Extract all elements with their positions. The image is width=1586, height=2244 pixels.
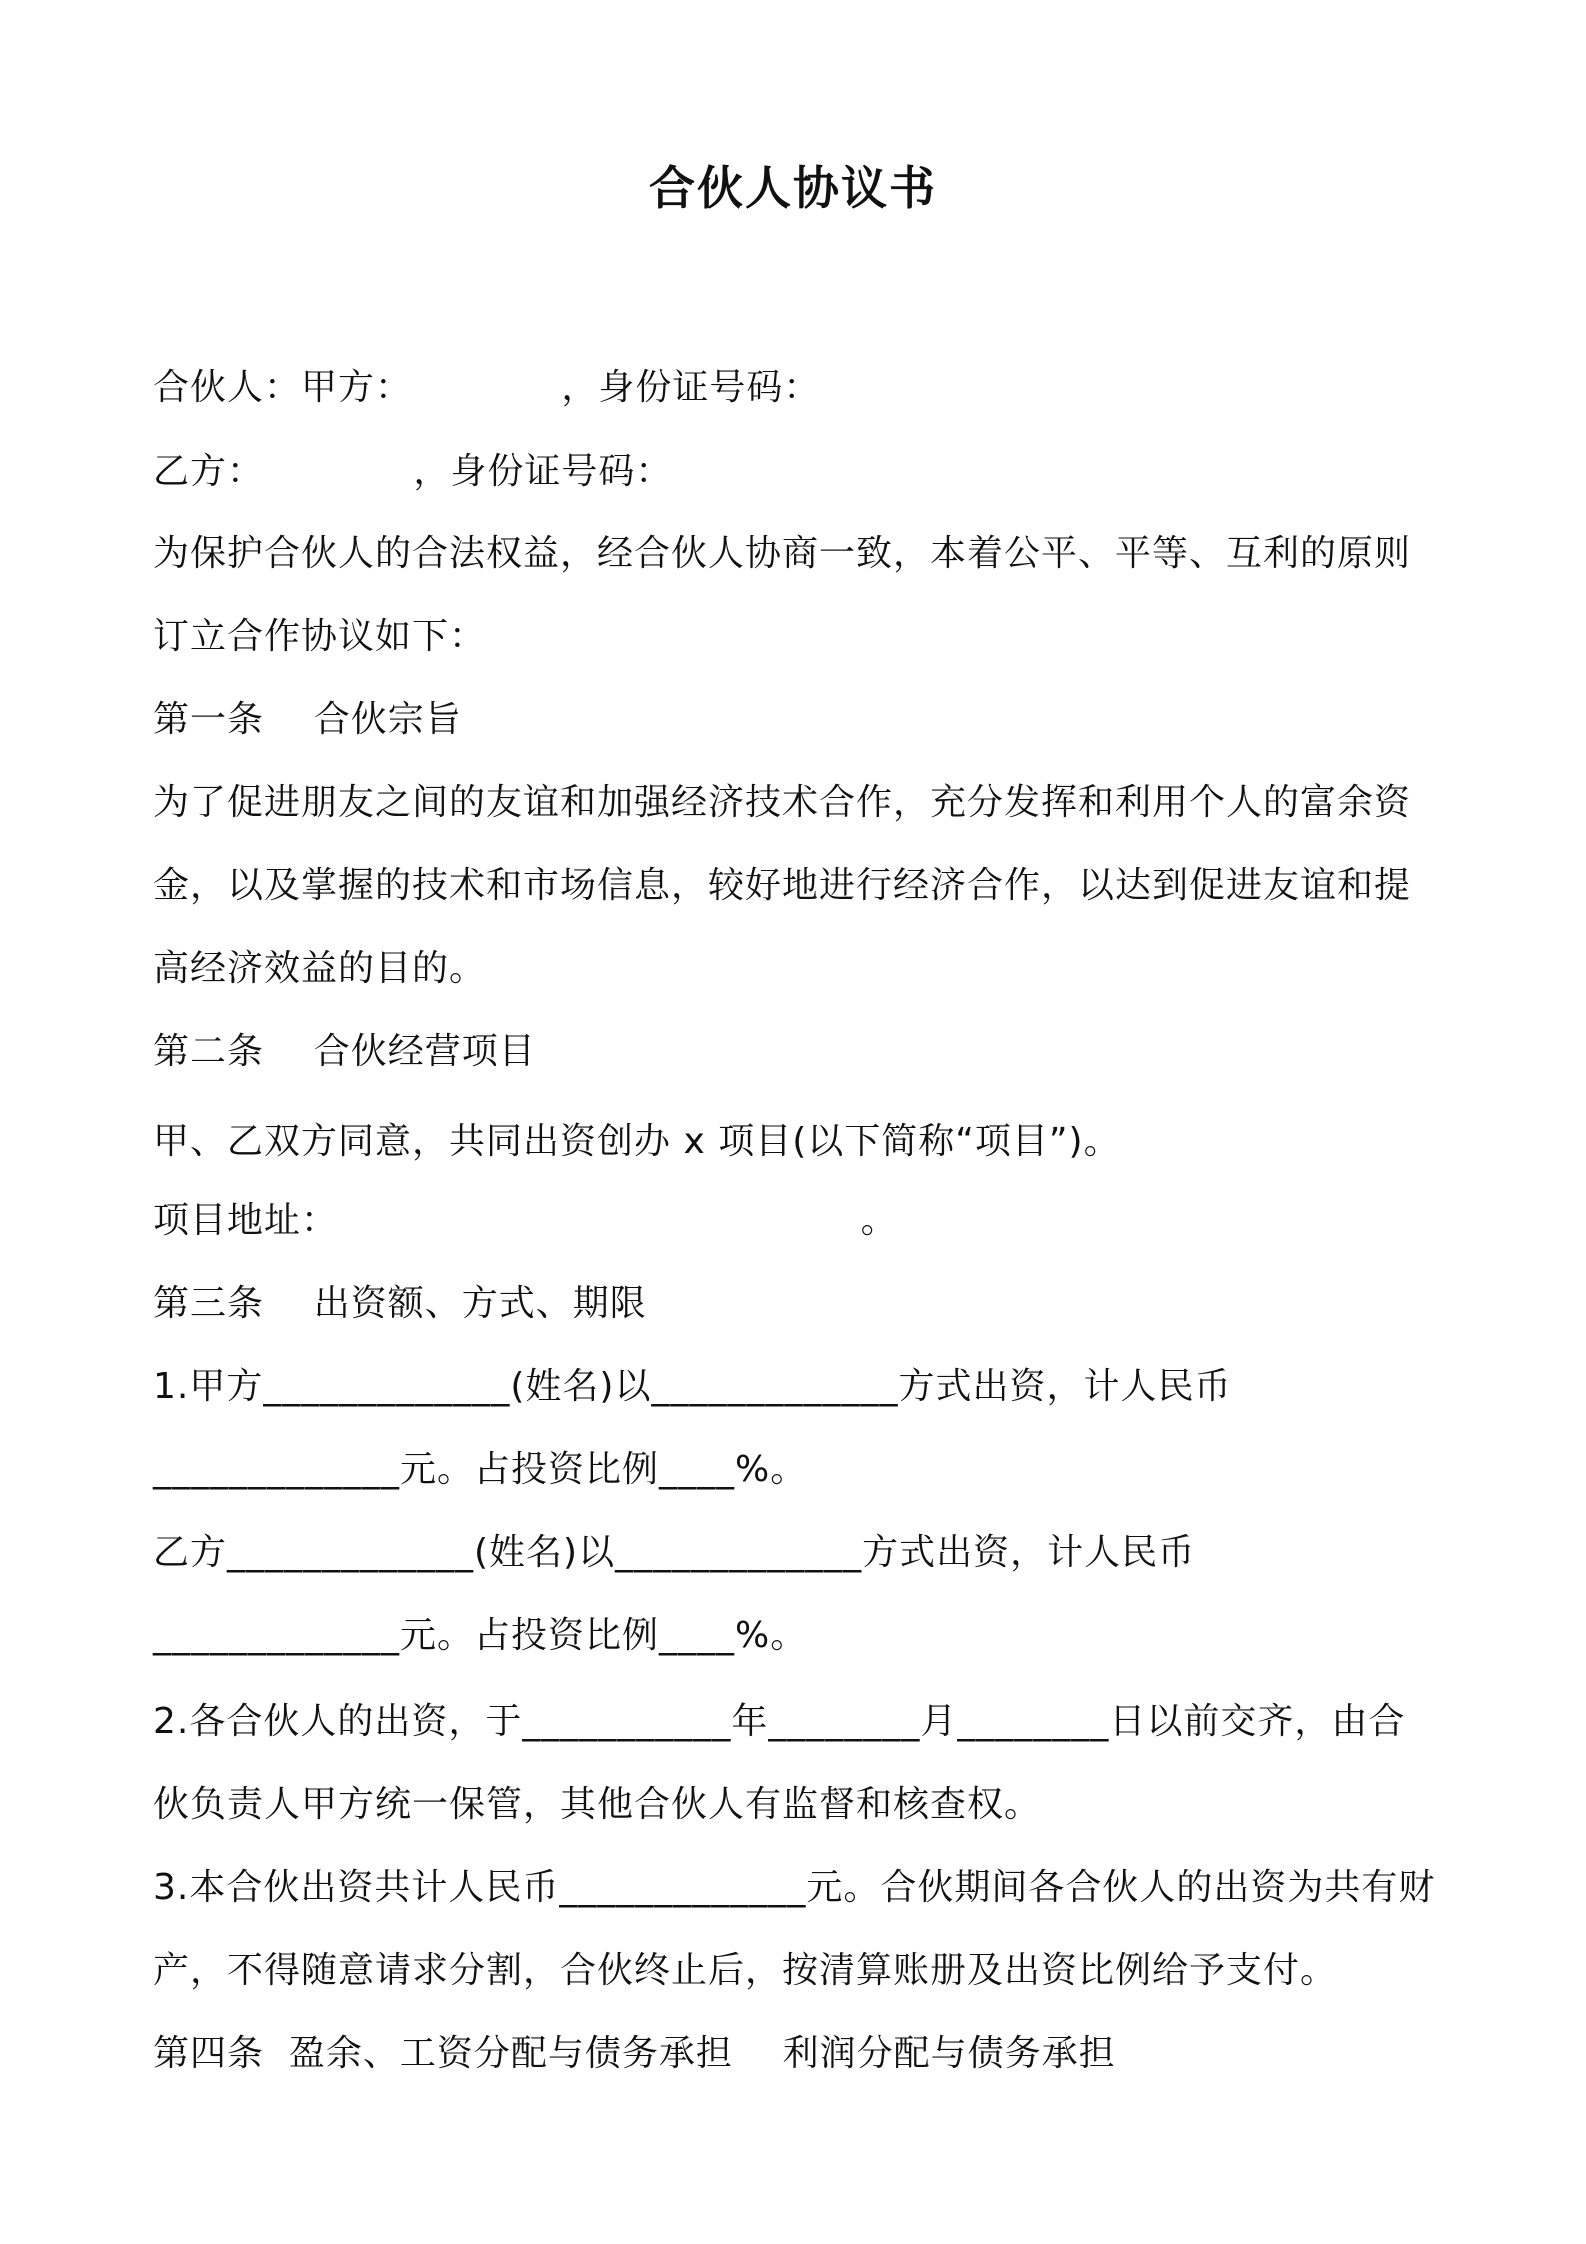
article-1-text-1: 为了促进朋友之间的友谊和加强经济技术合作，充分发挥和利用个人的富余资: [153, 782, 1412, 823]
article-3-item-2b: 伙负责人甲方统一保管，其他合伙人有监督和核查权。: [153, 1784, 1042, 1825]
article-1-heading: 第一条 合伙宗旨: [153, 699, 462, 740]
article-3-item-1c: 乙方_____________(姓名)以_____________方式出资，计人民币: [153, 1532, 1196, 1573]
article-4-heading: 第四条 盈余、工资分配与债务承担 利润分配与债务承担: [153, 2033, 1116, 2074]
article-3-item-2a: 2.各合伙人的出资，于___________年________月________日以前交齐，由合: [153, 1701, 1406, 1742]
article-2-text: 甲、乙双方同意，共同出资创办 x 项目(以下简称“项目”)。: [153, 1121, 1121, 1162]
article-3-item-3b: 产，不得随意请求分割，合伙终止后，按清算账册及出资比例给予支付。: [153, 1950, 1338, 1991]
article-3-item-3a: 3.本合伙出资共计人民币_____________元。合伙期间各合伙人的出资为共有财: [153, 1867, 1436, 1908]
line-partner-a: 合伙人：甲方： ，身份证号码：: [153, 367, 821, 408]
article-3-item-1d: _____________元。占投资比例____%。: [153, 1615, 808, 1656]
article-1-text-3: 高经济效益的目的。: [153, 948, 487, 989]
article-1-text-2: 金，以及掌握的技术和市场信息，较好地进行经济合作，以达到促进友谊和提: [153, 865, 1412, 906]
article-3-item-1b: _____________元。占投资比例____%。: [153, 1449, 808, 1490]
document-title: 合伙人协议书: [649, 161, 937, 215]
article-3-heading: 第三条 出资额、方式、期限: [153, 1283, 647, 1324]
line-preamble-1: 为保护合伙人的合法权益，经合伙人协商一致，本着公平、平等、互利的原则: [153, 533, 1412, 574]
line-partner-b: 乙方： ，身份证号码：: [153, 451, 673, 492]
project-address: 项目地址： 。: [153, 1200, 898, 1241]
article-3-item-1a: 1.甲方_____________(姓名)以_____________方式出资，计人民币: [153, 1366, 1232, 1407]
line-preamble-2: 订立合作协议如下：: [153, 616, 487, 657]
article-2-heading: 第二条 合伙经营项目: [153, 1031, 536, 1072]
